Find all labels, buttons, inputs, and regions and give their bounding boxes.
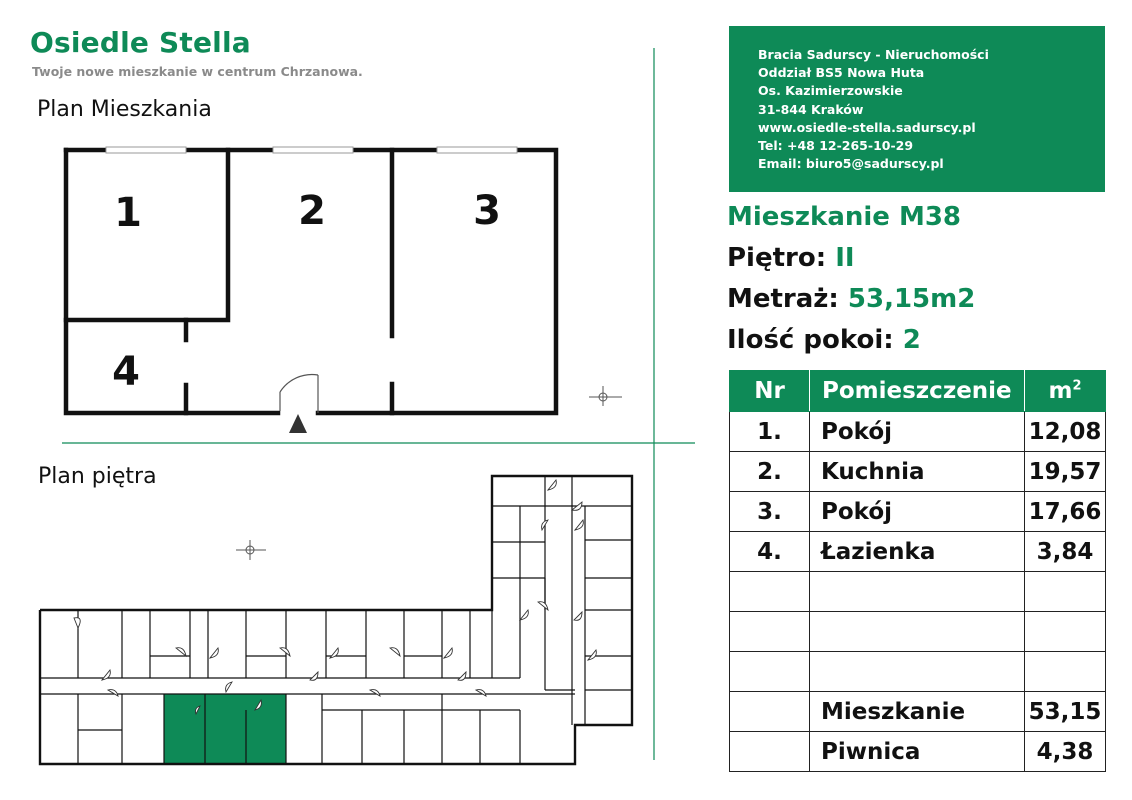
row-area: 12,08 — [1025, 412, 1106, 452]
contact-email-link[interactable]: Email: biuro5@sadurscy.pl — [758, 156, 944, 172]
row-area: 3,84 — [1025, 532, 1106, 572]
apartment-title: Mieszkanie M38 — [727, 202, 962, 232]
row-nr — [730, 732, 810, 772]
row-room-name — [810, 612, 1025, 652]
contact-company: Bracia Sadurscy - Nieruchomości — [758, 47, 989, 62]
room-number-3: 3 — [473, 188, 501, 234]
table-row — [730, 572, 1106, 612]
row-nr: 3. — [730, 492, 810, 532]
row-area: 4,38 — [1025, 732, 1106, 772]
floor-door-icons — [74, 480, 596, 714]
row-room-name: Piwnica — [810, 732, 1025, 772]
brand-name: Osiedle Stella — [30, 26, 251, 59]
table-row — [730, 652, 1106, 692]
header-unit: $m^2$ — [1025, 371, 1106, 412]
highlighted-apartment — [164, 694, 286, 764]
header-nr: Nr — [730, 371, 810, 412]
contact-street: Os. Kazimierzowskie — [758, 83, 903, 99]
row-area: 53,15 — [1025, 692, 1106, 732]
compass-icon — [589, 386, 622, 406]
row-area — [1025, 652, 1106, 692]
area-value: 53,15m2 — [847, 284, 976, 314]
row-room-name: Pokój — [810, 492, 1025, 532]
windows — [106, 147, 517, 153]
brand-tagline: Twoje nowe mieszkanie w centrum Chrzanowa. — [32, 64, 363, 79]
row-nr: 1. — [730, 412, 810, 452]
contact-phone[interactable]: Tel: +48 12-265-10-29 — [758, 138, 914, 154]
floor-info — [727, 243, 855, 273]
floor-compass-icon — [236, 540, 266, 560]
table-row — [730, 412, 1106, 452]
floor-plan — [0, 460, 650, 780]
row-room-name: Pokój — [810, 412, 1025, 452]
row-area — [1025, 612, 1106, 652]
row-room-name: Kuchnia — [810, 452, 1025, 492]
header-room: Pomieszczenie — [810, 371, 1025, 412]
row-room-name — [810, 652, 1025, 692]
floor-plan-title: Plan piętra — [38, 464, 157, 489]
room-number-4: 4 — [112, 349, 140, 395]
row-room-name: Mieszkanie — [810, 692, 1025, 732]
row-nr: 2. — [730, 452, 810, 492]
table-row — [730, 492, 1106, 532]
table-row — [730, 612, 1106, 652]
table-header-row — [730, 371, 1106, 412]
room-number-2: 2 — [298, 188, 326, 234]
contact-website-link[interactable]: www.osiedle-stella.sadurscy.pl — [758, 119, 976, 135]
room-number-1: 1 — [114, 190, 142, 236]
apartment-plan-title: Plan Mieszkania — [37, 97, 212, 122]
row-nr — [730, 612, 810, 652]
row-nr: 4. — [730, 532, 810, 572]
contact-box — [729, 26, 1105, 192]
contact-branch: Oddział BS5 Nowa Huta — [758, 65, 925, 81]
rooms-table — [729, 370, 1106, 772]
row-area — [1025, 572, 1106, 612]
table-row — [730, 452, 1106, 492]
area-info — [727, 284, 975, 314]
contact-city: 31-844 Kraków — [758, 101, 864, 117]
apartment-plan — [0, 0, 700, 440]
rooms-label: Ilość pokoi: — [727, 325, 894, 355]
row-room-name — [810, 572, 1025, 612]
table-row — [730, 692, 1106, 732]
floor-value: II — [835, 243, 855, 273]
table-row — [730, 732, 1106, 772]
row-area: 17,66 — [1025, 492, 1106, 532]
row-nr — [730, 692, 810, 732]
rooms-info — [727, 325, 921, 355]
entrance-arrow-icon — [289, 414, 307, 433]
entrance-door — [280, 375, 318, 413]
row-area: 19,57 — [1025, 452, 1106, 492]
area-label: Metraż: — [727, 284, 839, 314]
row-room-name: Łazienka — [810, 532, 1025, 572]
rooms-value: 2 — [902, 325, 921, 355]
table-row — [730, 532, 1106, 572]
floor-label: Piętro: — [727, 243, 827, 273]
row-nr — [730, 572, 810, 612]
row-nr — [730, 652, 810, 692]
